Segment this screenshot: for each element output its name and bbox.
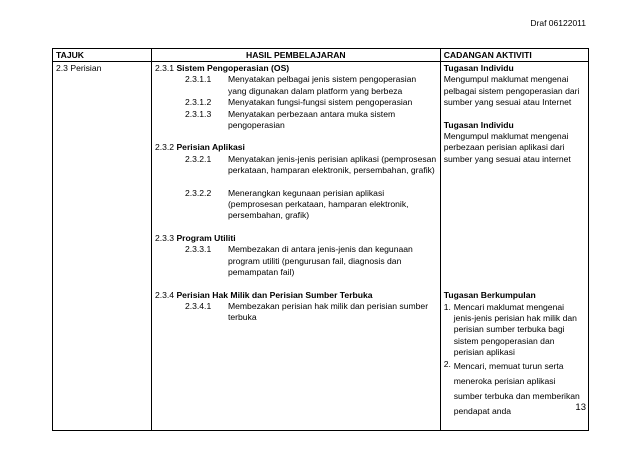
header-cadangan-aktiviti: CADANGAN AKTIVITI [440, 49, 588, 62]
item-text: Menerangkan kegunaan perisian aplikasi (pemprosesan perkataan, hamparan elektronik, persembahan, grafik) [227, 187, 409, 221]
list-item [155, 154, 437, 177]
section-heading [155, 290, 437, 301]
item-text: Menyatakan pelbagai jenis sistem pengoperasian yang digunakan dalam platform yang berbeza [227, 74, 417, 96]
activity-title: Tugasan Berkumpulan [443, 290, 536, 301]
table-header-row [53, 49, 589, 62]
activity-berkumpulan [444, 290, 585, 418]
item-text: Menyatakan jenis-jenis perisian aplikasi (pemprosesan perkataan, hamparan elektronik, persembahan, grafik) [227, 153, 437, 176]
list-item [444, 359, 585, 419]
section-title: Perisian Aplikasi [176, 142, 245, 153]
item-number: 2.3.1.3 [184, 108, 212, 119]
tajuk-cell: 2.3 Perisian [53, 62, 152, 431]
list-item [155, 244, 437, 278]
section-heading [155, 233, 437, 244]
activity-text: Mengumpul maklumat mengenai perbezaan perisian aplikasi dari sumber yang sesuai atau internet [443, 131, 571, 164]
section-number: 2.3.3 [154, 232, 175, 243]
header-tajuk: TAJUK [53, 49, 152, 62]
section-title: Perisian Hak Milik dan Perisian Sumber Terbuka [176, 289, 373, 300]
item-number: 2.3.1.1 [184, 74, 212, 85]
item-number: 2.3.2.1 [184, 153, 212, 164]
item-number: 2.3.2.2 [184, 187, 212, 198]
section-number: 2.3.1 [154, 63, 175, 73]
section-number: 2.3.4 [154, 289, 175, 300]
list-item [155, 74, 437, 97]
list-item [155, 301, 437, 324]
section-2-3-1 [155, 63, 437, 131]
item-text: Membezakan perisian hak milik dan perisian sumber terbuka [227, 300, 429, 323]
activity-os [444, 63, 585, 109]
list-item [155, 188, 437, 222]
item-number: 2.3.3.1 [184, 244, 212, 255]
list-number: 2. [443, 358, 451, 369]
activity-title: Tugasan Individu [443, 119, 514, 130]
section-2-3-2 [155, 142, 437, 221]
draft-label: Draf 06122011 [530, 18, 586, 28]
item-text: Menyatakan perbezaan antara muka sistem pengoperasian [227, 108, 396, 131]
activity-text: Mengumpul maklumat mengenai pelbagai sistem pengoperasian dari sumber yang sesuai atau Internet [443, 74, 580, 108]
list-number: 1. [443, 301, 451, 312]
section-2-3-3 [155, 233, 437, 279]
section-number: 2.3.2 [154, 142, 175, 153]
item-number: 2.3.1.2 [184, 97, 212, 108]
header-hasil-pembelajaran: HASIL PEMBELAJARAN [151, 49, 440, 62]
list-item [155, 109, 437, 132]
item-text: Membezakan di antara jenis-jenis dan kegunaan program utiliti (pengurusan fail, diagnosis dan pemampatan fail) [227, 244, 413, 278]
section-heading [155, 63, 437, 74]
section-2-3-4 [155, 290, 437, 324]
table-row [53, 62, 589, 431]
item-text: Menyatakan fungsi-fungsi sistem pengoperasian [227, 97, 413, 108]
curriculum-table [52, 48, 589, 431]
hasil-cell [151, 62, 440, 431]
activity-aplikasi [444, 120, 585, 166]
item-number: 2.3.4.1 [184, 300, 212, 311]
list-text: Mencari maklumat mengenai jenis-jenis perisian hak milik dan perisian sumber terbuka bagi sistem pengoperasian dan perisian aplikasi [453, 301, 577, 358]
list-item [444, 302, 585, 359]
section-title: Program Utiliti [176, 232, 236, 243]
section-title: Sistem Pengoperasian (OS) [176, 63, 290, 73]
list-item [155, 97, 437, 108]
list-text: Mencari, memuat turun serta meneroka perisian aplikasi sumber terbuka dan memberikan pendapat anda [453, 360, 580, 416]
section-heading [155, 142, 437, 153]
cadangan-cell [440, 62, 588, 431]
activity-title: Tugasan Individu [443, 63, 514, 73]
page-number: 13 [575, 402, 586, 413]
